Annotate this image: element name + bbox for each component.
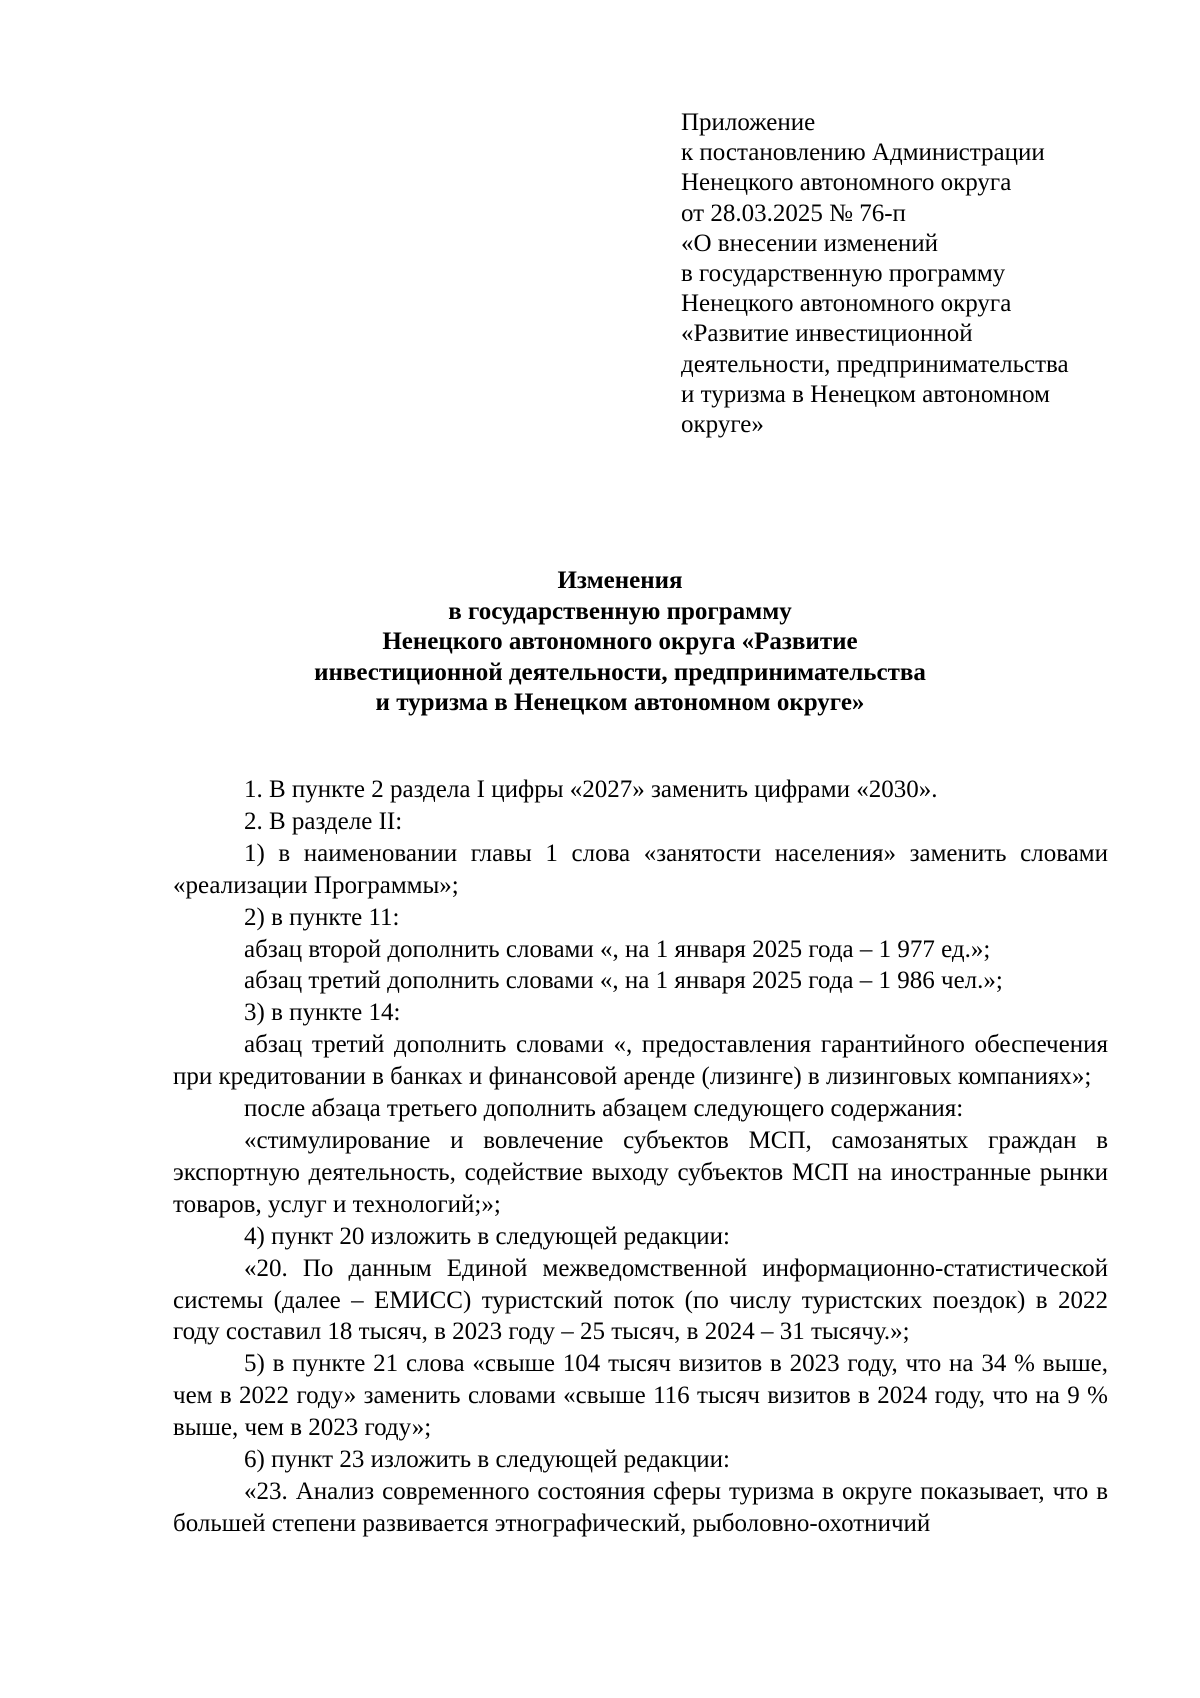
body-paragraph: «23. Анализ современного состояния сферы туризма в округе показывает, что в большей степени развивается этнографический, рыболовно-охотничий xyxy=(173,1477,1108,1537)
appendix-line: к постановлению Администрации xyxy=(681,139,1045,167)
body-paragraph: 6) пункт 23 изложить в следующей редакции: xyxy=(244,1446,730,1474)
body-paragraph: абзац второй дополнить словами «, на 1 января 2025 года – 1 977 ед.»; xyxy=(244,935,991,963)
document-body xyxy=(173,774,1108,1540)
document-title xyxy=(120,566,1120,719)
title-line: инвестиционной деятельности, предпринимательства xyxy=(314,658,926,686)
appendix-line: Ненецкого автономного округа xyxy=(681,169,1012,197)
body-paragraph: «20. По данным Единой межведомственной информационно-статистической системы (далее – ЕМИСС) туристский поток (по числу туристских поездок) в 2022 году составил 18 тысяч, в 2023 году – 25 тысяч, в 2024 – 31 тысячу.»; xyxy=(173,1254,1108,1346)
appendix-block xyxy=(681,108,1161,440)
title-line: в государственную программу xyxy=(448,597,792,625)
body-paragraph: 2. В разделе II: xyxy=(244,807,403,835)
appendix-line: Ненецкого автономного округа xyxy=(681,290,1012,318)
appendix-line: от 28.03.2025 № 76-п xyxy=(681,199,906,227)
body-paragraph: 4) пункт 20 изложить в следующей редакции: xyxy=(244,1222,730,1250)
body-paragraph: абзац третий дополнить словами «, на 1 января 2025 года – 1 986 чел.»; xyxy=(244,967,1003,995)
appendix-line: в государственную программу xyxy=(681,260,1006,288)
body-paragraph: абзац третий дополнить словами «, предоставления гарантийного обеспечения при кредитовании в банках и финансовой аренде (лизинге) в лизинговых компаниях»; xyxy=(173,1031,1108,1091)
appendix-line: Приложение xyxy=(681,109,816,136)
body-paragraph: 3) в пункте 14: xyxy=(244,999,401,1027)
title-line: Ненецкого автономного округа «Развитие xyxy=(382,628,858,655)
body-paragraph: 5) в пункте 21 слова «свыше 104 тысяч визитов в 2023 году, что на 34 % выше, чем в 2022 году» заменить словами «свыше 116 тысяч визитов в 2024 году, что на 9 % выше, чем в 2023 году»; xyxy=(173,1350,1108,1442)
body-paragraph: 1. В пункте 2 раздела I цифры «2027» заменить цифрами «2030». xyxy=(244,776,938,803)
body-paragraph: 1) в наименовании главы 1 слова «занятости населения» заменить словами «реализации Программы»; xyxy=(173,839,1108,899)
appendix-line: и туризма в Ненецком автономном xyxy=(681,380,1050,408)
title-line: и туризма в Ненецком автономном округе» xyxy=(375,689,865,716)
appendix-line: «Развитие инвестиционной xyxy=(681,320,973,348)
appendix-line: деятельности, предпринимательства xyxy=(681,350,1069,378)
appendix-line: «О внесении изменений xyxy=(681,229,939,257)
body-paragraph: «стимулирование и вовлечение субъектов МСП, самозанятых граждан в экспортную деятельность, содействие выходу субъектов МСП на иностранные рынки товаров, услуг и технологий;»; xyxy=(173,1126,1108,1218)
title-line: Изменения xyxy=(557,567,683,594)
appendix-line: округе» xyxy=(681,411,764,439)
body-paragraph: после абзаца третьего дополнить абзацем следующего содержания: xyxy=(244,1095,964,1123)
body-paragraph: 2) в пункте 11: xyxy=(244,903,400,931)
